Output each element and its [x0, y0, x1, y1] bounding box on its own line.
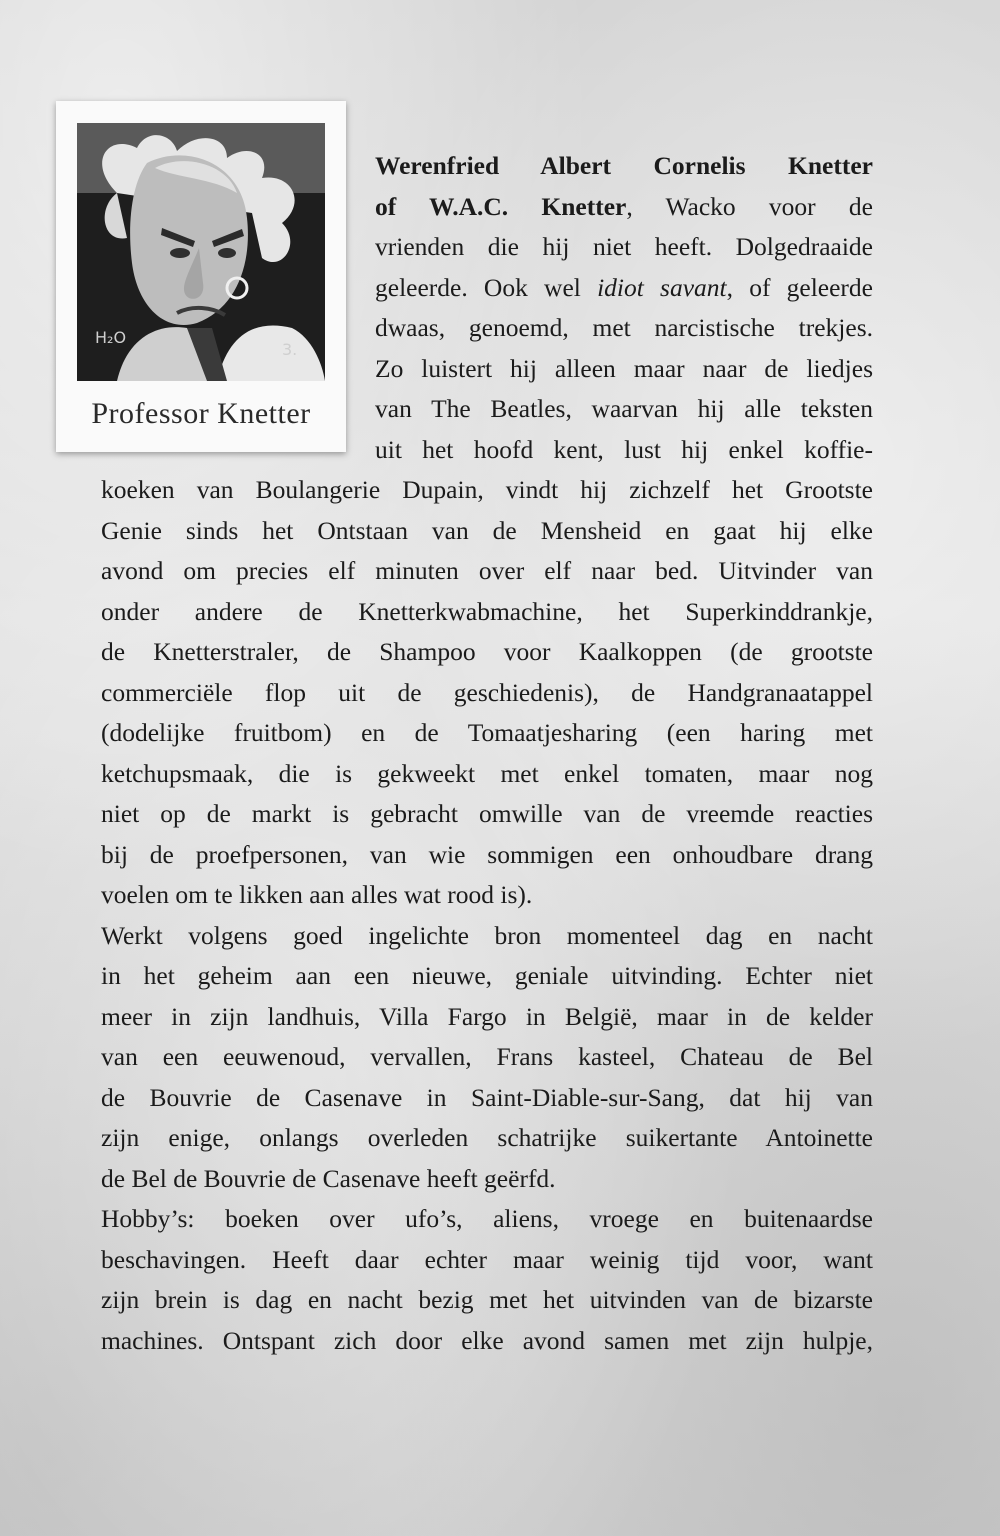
text-line [101, 875, 873, 916]
text-segment: Genie sinds het Ontstaan van de Mensheid en gaat hij elke [101, 515, 873, 545]
text-line [375, 227, 873, 268]
svg-text:H₂O: H₂O [95, 328, 127, 347]
text-line [101, 673, 873, 714]
text-segment: de Bouvrie de Casenave in Saint-Diable-sur-Sang, dat hij van [101, 1082, 873, 1112]
text-segment: van een eeuwenoud, vervallen, Frans kasteel, Chateau de Bel [101, 1042, 873, 1071]
text-segment: commerciële flop uit de geschiedenis), de Handgranaatappel [101, 677, 873, 707]
text-line [101, 835, 873, 876]
text-segment: Hobby’s: boeken over ufo’s, aliens, vroege en buitenaardse [101, 1204, 873, 1233]
text-line [101, 1037, 873, 1078]
text-segment: , of geleerde [726, 272, 873, 302]
text-segment: voelen om te likken aan alles wat rood is). [101, 880, 533, 909]
text-line [101, 997, 873, 1038]
text-line [375, 146, 873, 187]
text-line [101, 470, 873, 511]
text-line [101, 1118, 873, 1159]
text-line [101, 916, 873, 957]
text-segment: Werkt volgens goed ingelichte bron momenteel dag en nacht [101, 920, 873, 950]
text-segment: uit het hoofd kent, lust hij enkel koffie- [375, 434, 873, 464]
text-segment: de Knetterstraler, de Shampoo voor Kaalkoppen (de grootste [101, 637, 873, 666]
text-line [375, 430, 873, 471]
text-segment: bij de proefpersonen, van wie sommigen een onhoudbare drang [101, 839, 873, 869]
svg-text:3.: 3. [282, 340, 298, 359]
text-segment: meer in zijn landhuis, Villa Fargo in België, maar in de kelder [101, 1001, 873, 1031]
text-line [101, 551, 873, 592]
text-segment: onder andere de Knetterkwabmachine, het Superkinddrankje, [101, 596, 873, 626]
text-line [375, 389, 873, 430]
polaroid-caption: Professor Knetter [91, 397, 311, 430]
text-line [101, 511, 873, 552]
text-segment: beschavingen. Heeft daar echter maar weinig tijd voor, want [101, 1244, 873, 1274]
text-segment: zijn brein is dag en nacht bezig met het uitvinden van de bizarste [101, 1285, 873, 1314]
text-segment: ketchupsmaak, die is gekweekt met enkel tomaten, maar nog [101, 758, 873, 788]
text-segment: niet op de markt is gebracht omwille van de vreemde reacties [101, 799, 873, 828]
text-segment: de Bel de Bouvrie de Casenave heeft geërfd. [101, 1163, 556, 1193]
text-line [101, 956, 873, 997]
text-line [101, 713, 873, 754]
text-line [101, 1280, 873, 1321]
text-line [375, 349, 873, 390]
text-line [101, 794, 873, 835]
italic-term: idiot savant [597, 272, 727, 302]
text-segment: avond om precies elf minuten over elf naar bed. Uitvinder van [101, 556, 873, 585]
text-segment: zijn enige, onlangs overleden schatrijke suikertante Antoinette [101, 1123, 873, 1152]
text-line [101, 754, 873, 795]
text-segment: Zo luistert hij alleen maar naar de liedjes [375, 353, 873, 383]
text-segment: vrienden die hij niet heeft. Dolgedraaide [375, 232, 873, 261]
text-line [101, 632, 873, 673]
bold-name: Werenfried Albert Cornelis Knetter [375, 151, 873, 180]
text-line [375, 187, 873, 228]
text-line [101, 1159, 873, 1200]
text-segment: van The Beatles, waarvan hij alle teksten [375, 394, 873, 423]
text-line [101, 1321, 873, 1362]
text-line [101, 1199, 873, 1240]
text-segment: geleerde. Ook wel [375, 272, 598, 302]
text-segment: dwaas, genoemd, met narcistische trekjes. [375, 313, 873, 342]
text-line [101, 1240, 873, 1281]
character-polaroid [56, 101, 346, 452]
text-segment: in het geheim aan een nieuwe, geniale uitvinding. Echter niet [101, 961, 873, 990]
professor-portrait-illustration [77, 123, 325, 381]
text-segment: koeken van Boulangerie Dupain, vindt hij zichzelf het Grootste [101, 475, 873, 504]
text-line [375, 308, 873, 349]
text-segment: , Wacko voor de [626, 191, 873, 221]
text-line [375, 268, 873, 309]
text-line [101, 592, 873, 633]
bold-name: of W.A.C. Knetter [375, 191, 627, 221]
text-line [101, 1078, 873, 1119]
text-segment: (dodelijke fruitbom) en de Tomaatjesharing (een haring met [101, 718, 873, 747]
text-segment: machines. Ontspant zich door elke avond samen met zijn hulpje, [101, 1325, 873, 1355]
